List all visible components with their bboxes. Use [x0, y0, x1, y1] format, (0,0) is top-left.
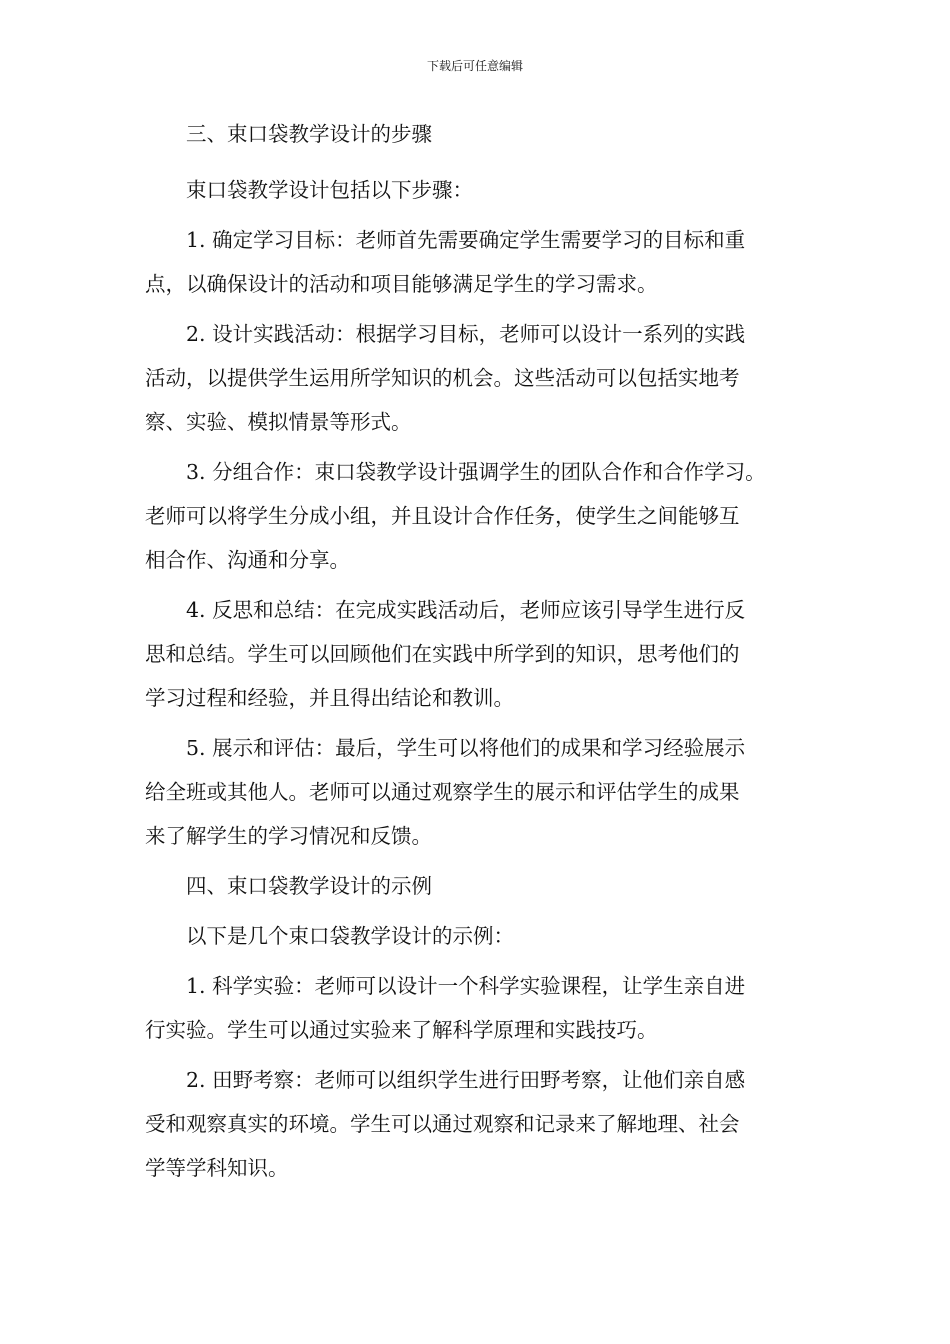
- text-line: 2. 设计实践活动：根据学习目标，老师可以设计一系列的实践: [186, 322, 746, 346]
- text-line: 1. 科学实验：老师可以设计一个科学实验课程，让学生亲自进: [186, 974, 746, 998]
- text-line: 老师可以将学生分成小组，并且设计合作任务，使学生之间能够互: [145, 504, 740, 528]
- section-heading-examples: [145, 864, 825, 908]
- text-line: 4. 反思和总结：在完成实践活动后，老师应该引导学生进行反: [186, 598, 746, 622]
- paragraph-example-1: [145, 964, 825, 1052]
- paragraph-step-3: [145, 450, 825, 582]
- text-line: 察、实验、模拟情景等形式。: [145, 410, 412, 434]
- text-line: 学习过程和经验，并且得出结论和教训。: [145, 686, 514, 710]
- paragraph-examples-intro: [145, 914, 825, 958]
- document-body: [145, 112, 825, 1196]
- text-line: 活动，以提供学生运用所学知识的机会。这些活动可以包括实地考: [145, 366, 740, 390]
- paragraph-step-2: [145, 312, 825, 444]
- paragraph-step-4: [145, 588, 825, 720]
- text-line: 思和总结。学生可以回顾他们在实践中所学到的知识，思考他们的: [145, 642, 740, 666]
- text-line: 束口袋教学设计包括以下步骤：: [186, 178, 473, 202]
- text-line: 学等学科知识。: [145, 1156, 289, 1180]
- text-line: 1. 确定学习目标：老师首先需要确定学生需要学习的目标和重: [186, 228, 746, 252]
- paragraph-example-2: [145, 1058, 825, 1190]
- paragraph-steps-intro: [145, 168, 825, 212]
- text-line: 三、束口袋教学设计的步骤: [186, 122, 432, 146]
- paragraph-step-5: [145, 726, 825, 858]
- text-line: 2. 田野考察：老师可以组织学生进行田野考察，让他们亲自感: [186, 1068, 746, 1092]
- text-line: 点，以确保设计的活动和项目能够满足学生的学习需求。: [145, 272, 658, 296]
- section-heading-steps: [145, 112, 825, 156]
- text-line: 行实验。学生可以通过实验来了解科学原理和实践技巧。: [145, 1018, 658, 1042]
- text-line: 以下是几个束口袋教学设计的示例：: [186, 924, 514, 948]
- text-line: 3. 分组合作：束口袋教学设计强调学生的团队合作和合作学习。: [186, 460, 766, 484]
- page-header-note: 下载后可任意编辑: [426, 59, 523, 73]
- text-line: 四、束口袋教学设计的示例: [186, 874, 432, 898]
- text-line: 5. 展示和评估：最后，学生可以将他们的成果和学习经验展示: [186, 736, 746, 760]
- paragraph-step-1: [145, 218, 825, 306]
- text-line: 受和观察真实的环境。学生可以通过观察和记录来了解地理、社会: [145, 1112, 740, 1136]
- text-line: 相合作、沟通和分享。: [145, 548, 350, 572]
- text-line: 来了解学生的学习情况和反馈。: [145, 824, 432, 848]
- text-line: 给全班或其他人。老师可以通过观察学生的展示和评估学生的成果: [145, 780, 740, 804]
